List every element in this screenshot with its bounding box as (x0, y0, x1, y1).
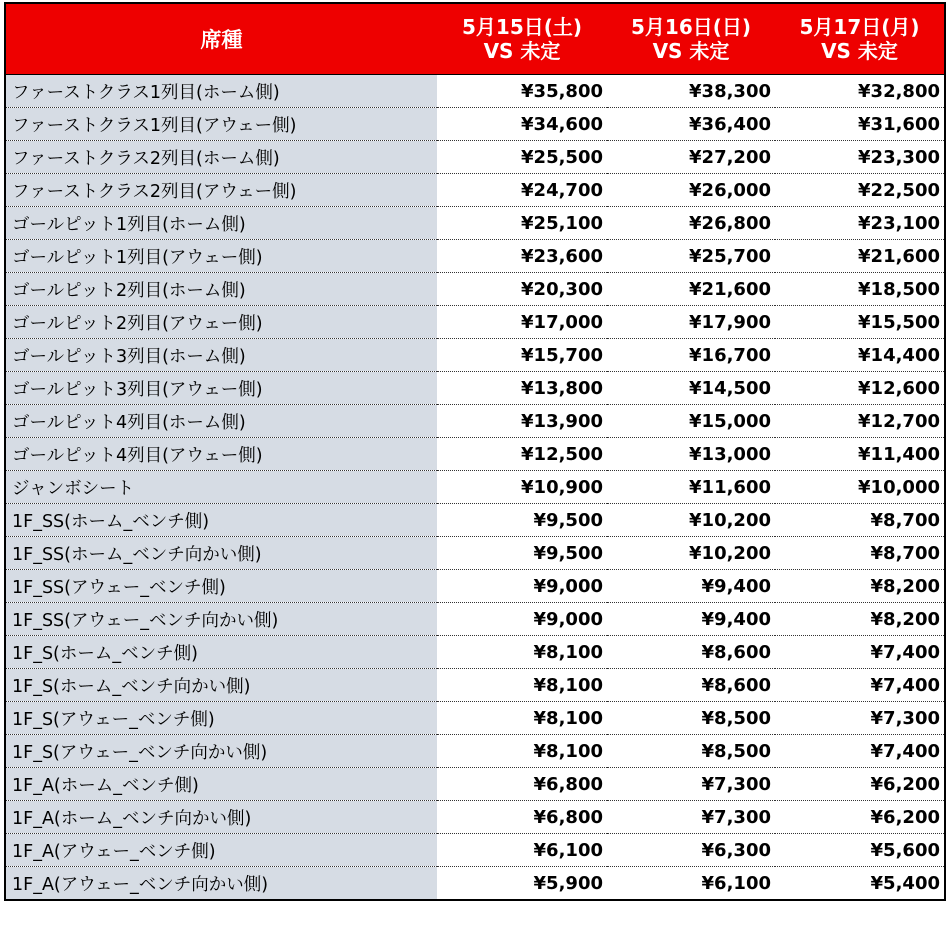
seat-name-cell: 1F_S(ホーム_ベンチ向かい側) (5, 669, 437, 702)
price-cell-day-3: ¥7,400 (775, 636, 945, 669)
price-cell-day-1: ¥25,100 (437, 207, 607, 240)
table-row (5, 471, 945, 504)
table-row (5, 174, 945, 207)
price-cell-day-1: ¥9,500 (437, 537, 607, 570)
price-cell-day-1: ¥9,500 (437, 504, 607, 537)
price-table-container (4, 2, 944, 901)
price-cell-day-3: ¥8,200 (775, 603, 945, 636)
table-row (5, 669, 945, 702)
price-cell-day-3: ¥12,600 (775, 372, 945, 405)
seat-name-cell: 1F_A(アウェー_ベンチ向かい側) (5, 867, 437, 901)
price-cell-day-1: ¥24,700 (437, 174, 607, 207)
seat-name-cell: ゴールピット1列目(アウェー側) (5, 240, 437, 273)
seat-name-cell: 1F_SS(アウェー_ベンチ側) (5, 570, 437, 603)
table-row (5, 768, 945, 801)
price-cell-day-2: ¥10,200 (607, 504, 775, 537)
price-cell-day-2: ¥7,300 (607, 768, 775, 801)
table-row (5, 372, 945, 405)
table-row (5, 273, 945, 306)
price-cell-day-3: ¥11,400 (775, 438, 945, 471)
price-cell-day-2: ¥7,300 (607, 801, 775, 834)
seat-name-cell: ゴールピット3列目(アウェー側) (5, 372, 437, 405)
day-2-date: 5月16日(日) (630, 15, 752, 39)
table-row (5, 108, 945, 141)
price-cell-day-1: ¥10,900 (437, 471, 607, 504)
price-cell-day-2: ¥8,500 (607, 702, 775, 735)
price-cell-day-2: ¥17,900 (607, 306, 775, 339)
price-cell-day-3: ¥14,400 (775, 339, 945, 372)
price-cell-day-3: ¥7,400 (775, 669, 945, 702)
table-header (5, 3, 945, 75)
seat-name-cell: ゴールピット3列目(ホーム側) (5, 339, 437, 372)
price-cell-day-2: ¥15,000 (607, 405, 775, 438)
price-cell-day-1: ¥9,000 (437, 603, 607, 636)
price-cell-day-2: ¥6,100 (701, 872, 771, 894)
price-cell-day-3: ¥8,700 (775, 504, 945, 537)
price-cell-day-2: ¥8,600 (607, 636, 775, 669)
seat-name-cell: 1F_SS(アウェー_ベンチ向かい側) (5, 603, 437, 636)
table-row (5, 702, 945, 735)
price-cell-day-3: ¥23,300 (775, 141, 945, 174)
price-cell-day-3: ¥22,500 (775, 174, 945, 207)
price-cell-day-3: ¥23,100 (775, 207, 945, 240)
price-cell-day-1: ¥6,800 (437, 801, 607, 834)
price-cell-day-2: ¥26,000 (607, 174, 775, 207)
table-body (5, 75, 945, 901)
seat-name-cell: 1F_S(アウェー_ベンチ向かい側) (5, 735, 437, 768)
price-cell-day-1: ¥8,100 (437, 735, 607, 768)
table-row (5, 405, 945, 438)
seat-name-cell: 1F_A(ホーム_ベンチ向かい側) (5, 801, 437, 834)
price-cell-day-3: ¥10,000 (775, 471, 945, 504)
table-row (5, 570, 945, 603)
seat-name-cell: 1F_S(ホーム_ベンチ側) (5, 636, 437, 669)
table-row (5, 504, 945, 537)
seat-name-cell: 1F_A(アウェー_ベンチ側) (5, 834, 437, 867)
price-cell-day-3: ¥12,700 (775, 405, 945, 438)
price-cell-day-2: ¥11,600 (607, 471, 775, 504)
table-row (5, 240, 945, 273)
seat-name-cell: ゴールピット1列目(ホーム側) (5, 207, 437, 240)
ticket-price-table (4, 2, 946, 901)
seat-name-cell: 1F_S(アウェー_ベンチ側) (5, 702, 437, 735)
price-cell-day-1: ¥8,100 (437, 636, 607, 669)
day-2-header (607, 3, 775, 75)
price-cell-day-3: ¥15,500 (775, 306, 945, 339)
table-row (5, 867, 945, 901)
price-cell-day-2: ¥26,800 (607, 207, 775, 240)
price-cell-day-1: ¥20,300 (437, 273, 607, 306)
seat-name-cell: ファーストクラス1列目(ホーム側) (5, 75, 437, 108)
price-cell-day-1: ¥13,800 (437, 372, 607, 405)
price-cell-day-1: ¥23,600 (437, 240, 607, 273)
seat-name-cell: 1F_SS(ホーム_ベンチ側) (5, 504, 437, 537)
table-row (5, 834, 945, 867)
price-cell-day-3: ¥8,200 (775, 570, 945, 603)
price-cell-day-3: ¥5,400 (870, 872, 940, 894)
day-3-opponent: VS 未定 (821, 39, 898, 63)
day-3-header (775, 3, 945, 75)
seat-name-cell: 1F_SS(ホーム_ベンチ向かい側) (5, 537, 437, 570)
seat-name-cell: ゴールピット4列目(アウェー側) (5, 438, 437, 471)
header-row (5, 3, 945, 75)
price-cell-day-1: ¥6,100 (437, 834, 607, 867)
table-row (5, 207, 945, 240)
price-cell-day-3: ¥8,700 (775, 537, 945, 570)
price-cell-day-2: ¥9,400 (607, 603, 775, 636)
price-cell-day-3: ¥7,400 (775, 735, 945, 768)
table-row (5, 801, 945, 834)
price-cell-day-3: ¥6,200 (775, 801, 945, 834)
price-cell-day-2: ¥6,300 (607, 834, 775, 867)
price-cell-day-1: ¥9,000 (437, 570, 607, 603)
seat-name-cell: ファーストクラス2列目(ホーム側) (5, 141, 437, 174)
price-cell-day-3: ¥21,600 (775, 240, 945, 273)
price-cell-day-3: ¥7,300 (775, 702, 945, 735)
seat-name-cell: ゴールピット4列目(ホーム側) (5, 405, 437, 438)
table-row (5, 306, 945, 339)
price-cell-day-2: ¥8,500 (607, 735, 775, 768)
price-cell-day-3: ¥31,600 (775, 108, 945, 141)
day-1-opponent: VS 未定 (483, 39, 561, 63)
price-cell-day-2: ¥38,300 (607, 75, 775, 108)
price-cell-day-1: ¥5,900 (533, 872, 603, 894)
price-cell-day-1: ¥25,500 (437, 141, 607, 174)
price-cell-day-3: ¥18,500 (775, 273, 945, 306)
seat-name-cell: ジャンボシート (5, 471, 437, 504)
table-row (5, 75, 945, 108)
price-cell-day-3: ¥6,200 (775, 768, 945, 801)
table-row (5, 636, 945, 669)
price-cell-day-1: ¥15,700 (437, 339, 607, 372)
table-row (5, 603, 945, 636)
price-cell-day-2: ¥16,700 (607, 339, 775, 372)
price-cell-day-2: ¥36,400 (607, 108, 775, 141)
price-cell-day-2: ¥27,200 (607, 141, 775, 174)
table-row (5, 141, 945, 174)
table-row (5, 339, 945, 372)
price-cell-day-1: ¥34,600 (437, 108, 607, 141)
price-cell-day-3: ¥5,600 (775, 834, 945, 867)
price-cell-day-1: ¥8,100 (437, 669, 607, 702)
price-cell-day-2: ¥21,600 (607, 273, 775, 306)
price-cell-day-2: ¥8,600 (607, 669, 775, 702)
day-3-date: 5月17日(月) (799, 15, 920, 39)
price-cell-day-2: ¥13,000 (607, 438, 775, 471)
seat-name-cell: ゴールピット2列目(アウェー側) (5, 306, 437, 339)
table-row (5, 735, 945, 768)
price-cell-day-3: ¥32,800 (775, 75, 945, 108)
seat-name-cell: ファーストクラス1列目(アウェー側) (5, 108, 437, 141)
price-cell-day-2: ¥14,500 (607, 372, 775, 405)
price-cell-day-2: ¥25,700 (607, 240, 775, 273)
table-row (5, 537, 945, 570)
price-cell-day-1: ¥35,800 (437, 75, 607, 108)
price-cell-day-1: ¥13,900 (437, 405, 607, 438)
day-1-date: 5月15日(土) (461, 15, 583, 39)
seat-name-cell: ゴールピット2列目(ホーム側) (5, 273, 437, 306)
price-cell-day-1: ¥8,100 (437, 702, 607, 735)
day-2-opponent: VS 未定 (652, 39, 730, 63)
price-cell-day-2: ¥9,400 (607, 570, 775, 603)
price-cell-day-1: ¥12,500 (437, 438, 607, 471)
price-cell-day-2: ¥10,200 (607, 537, 775, 570)
seat-type-header: 席種 (5, 3, 437, 75)
day-1-header (437, 3, 607, 75)
table-row (5, 438, 945, 471)
seat-name-cell: ファーストクラス2列目(アウェー側) (5, 174, 437, 207)
price-cell-day-1: ¥17,000 (437, 306, 607, 339)
seat-name-cell: 1F_A(ホーム_ベンチ側) (5, 768, 437, 801)
price-cell-day-1: ¥6,800 (437, 768, 607, 801)
